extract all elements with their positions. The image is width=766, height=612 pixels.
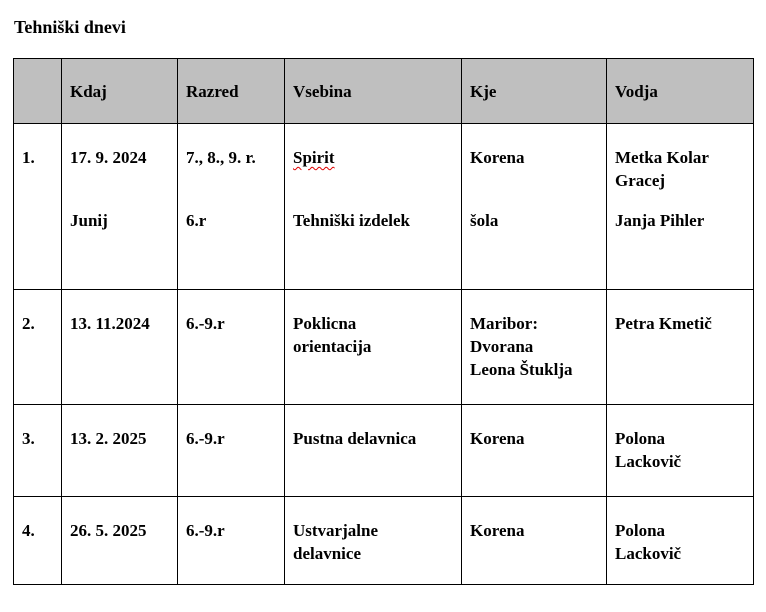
header-vsebina: Vsebina <box>285 59 462 124</box>
cell-kdaj: 13. 2. 2025 <box>62 405 178 497</box>
cell-vsebina <box>285 124 462 290</box>
cell-kdaj <box>62 124 178 290</box>
header-number <box>14 59 62 124</box>
cell-kje: Korena <box>462 405 607 497</box>
cell-kje: Maribor: Dvorana Leona Štuklja <box>462 290 607 405</box>
cell-text: Junij <box>70 211 108 230</box>
cell-text: šola <box>470 211 499 230</box>
cell-text: 7., 8., 9. r. <box>186 148 256 167</box>
cell-razred: 6.-9.r <box>178 405 285 497</box>
cell-vodja: Polona Lackovič <box>607 497 754 585</box>
row-number: 1. <box>14 124 62 290</box>
cell-text: Korena <box>470 148 525 167</box>
technical-days-table <box>13 58 754 585</box>
table-header-row <box>14 59 754 124</box>
cell-text: 6.r <box>186 211 207 230</box>
table-row <box>14 290 754 405</box>
row-number: 3. <box>14 405 62 497</box>
cell-vodja <box>607 124 754 290</box>
header-kdaj: Kdaj <box>62 59 178 124</box>
cell-kje <box>462 124 607 290</box>
cell-text: Tehniški izdelek <box>293 211 410 230</box>
table-row <box>14 497 754 585</box>
cell-razred <box>178 124 285 290</box>
cell-text: Metka Kolar <box>615 148 709 167</box>
cell-vodja: Polona Lackovič <box>607 405 754 497</box>
cell-vodja: Petra Kmetič <box>607 290 754 405</box>
table-row <box>14 405 754 497</box>
cell-vsebina: Ustvarjalne delavnice <box>285 497 462 585</box>
misspelled-word: Spirit <box>293 148 335 167</box>
cell-vsebina: Poklicna orientacija <box>285 290 462 405</box>
cell-text: 17. 9. 2024 <box>70 148 147 167</box>
cell-vsebina: Pustna delavnica <box>285 405 462 497</box>
header-razred: Razred <box>178 59 285 124</box>
header-kje: Kje <box>462 59 607 124</box>
row-number: 4. <box>14 497 62 585</box>
cell-text: Gracej <box>615 171 666 190</box>
row-number: 2. <box>14 290 62 405</box>
cell-razred: 6.-9.r <box>178 290 285 405</box>
header-vodja: Vodja <box>607 59 754 124</box>
cell-text: Janja Pihler <box>615 211 705 230</box>
cell-kdaj: 13. 11.2024 <box>62 290 178 405</box>
table-row <box>14 124 754 290</box>
cell-razred: 6.-9.r <box>178 497 285 585</box>
document-title: Tehniški dnevi <box>14 17 126 37</box>
cell-kdaj: 26. 5. 2025 <box>62 497 178 585</box>
cell-kje: Korena <box>462 497 607 585</box>
